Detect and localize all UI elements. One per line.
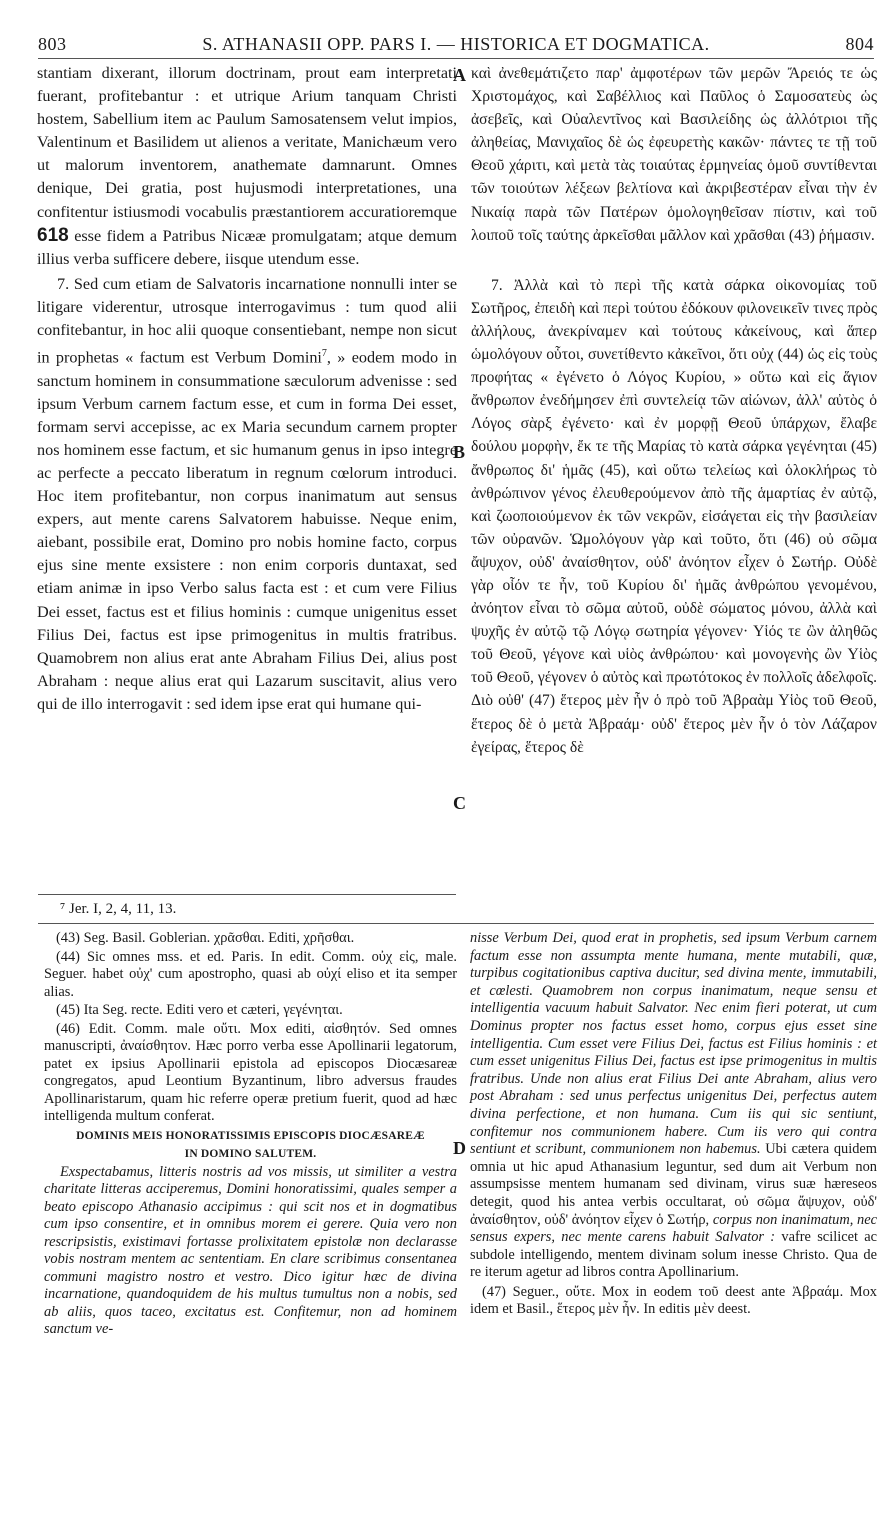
note-44: (44) Sic omnes mss. et ed. Paris. In edit. Comm. οὐχ εἰς, male. Seguer. habet οὐχ' cum apostropho, quasi ab οὐχί eliso et ita semper alias. [44,948,457,1000]
scripture-footnote: ⁷ Jer. I, 2, 4, 11, 13. [60,901,177,917]
notes-left-column [44,930,457,1340]
letter-continuation: nisse Verbum Dei, quod erat in prophetis, sed ipsum Verbum carnem factum esse non assumpta mente humana, mente mutabili, quæ, turpibus cogitationibus captiva ducitur, sed divina mente, immutabili, et cœlesti. Quamobrem non corpus inanimatum, neque sensu et intelligentia vacuum habuit Salvator. Nec enim fieri poterat, ut cum Dominus propter nos factus esset homo, corpus ejus esset sine intelligentia. Cum esset vere Filius Dei, factus est Filius hominis : et cum esset unigenitus Filius Dei, factus est ipse primogenitus in multis fratribus. Unde non alius erat Filius Dei ante Abraham, alius vero post Abraham : sed unus perfectus unigenitus Dei, perfectus autem divina perfectione, et non humana. Cum iis qui sic sentiunt, confitemur nos communionem habere. Cum iis vero qui contra sentiunt et scribunt, communionem non habemus. Ubi cætera quidem omnia ut hic apud Athanasium leguntur, sed dum ait Verbum non assumpsisse mentem humanam sed divinam, virus suæ hæreseos detegit, quod his antea verbis occultarat, οὐ σῶμα ἄψυχον, οὐδ' ἀναίσθητον, οὐδ' ἀνόητον εἶχεν ὁ Σωτήρ, corpus non inanimatum, nec sensus expers, nec mente carens habuit Salvator : vafre scilicet ac subdole intelligendo, mentem divinam solum inesse Christo. Qua de re iterum agetur ad libros contra Apollinarium. [470,930,878,1281]
section-marker-c: C [453,793,466,813]
greek-paragraph-1: καὶ ἀνεθεμάτιζετο παρ' ἀμφοτέρων τῶν μερῶν Ἄρειός τε ὡς Χριστομάχος, καὶ Σαβέλλιος καὶ Παῦλος ὁ Σαμοσατεὺς ὡς ἀσεβεῖς, καὶ Οὐαλεντῖνος καὶ Βασιλείδης ὡς ἀλλότριοι τῆς ἀληθείας, Μανιχαῖος δὲ ὡς ἐφευρετὴς κακῶν· πάντες τε τῇ τοῦ Θεοῦ χάριτι, καὶ μετὰ τὰς τοιαύτας ἑρμηνείας ὁμοῦ συντίθενται τῶν τοιούτων λέξεων βελτίονα καὶ ἀκριβεστέραν εἶναι τὴν ἐν Νικαίᾳ παρὰ τῶν Πατέρων ὁμολογηθεῖσαν πίστιν, καὶ τοῦ λοιποῦ τοῖς ταύτης ἀρκεῖσθαι μᾶλλον καὶ χρᾶσθαι (43) ῥήμασιν. [471,65,877,244]
note-43: (43) Seg. Basil. Goblerian. χρᾶσθαι. Editi, χρῆσθαι. [56,930,355,946]
apollinarius-letter: Exspectabamus, litteris nostris ad vos missis, ut similiter a vestra charitate litteras acciperemus, Domini honoratissimi, quales semper a beato episcopo Athanasio accipimus : qui scit nos et in dogmatibus cum ipso consentire, et in omnibus morem ei gerere. Quia vero non rescripsistis, existimavi fortasse prolixitatem epistolæ non declarasse vobis nostram mentem ac sententiam. En clare scribimus consentanea communi magistro nostro et vestro. Dico igitur hæc de divina incarnatione, quandoquidem de his multus tumultus non a nobis, sed ab aliis, quos taceo, excitatus est. Confitemur, non ad hominem sanctum ve- [44,1163,457,1337]
running-title: S. ATHANASII OPP. PARS I. — HISTORICA ET DOGMATICA. [202,34,710,54]
latin-paragraph-1: stantiam dixerant, illorum doctrinam, prout eam interpretati fuerant, profitebantur : et utrique Arium tanquam Christi hostem, Sabellium item ac Paulum Samosatensem velut impios, Valentinum et Basilidem ut alienos a veritate, Manichæum vero ut malorum inventorem, anathemate damnarunt. Omnes denique, Dei gratia, post hujusmodi interpretationes, una confitentur istiusmodi vocabulis præstantiorem accuratioremque 618 esse fidem a Patribus Nicææ promulgatam; atque demum illius verba sufficere debere, iisque utendum esse. [37,64,457,268]
header-rule [38,58,874,59]
margin-number-618: 618 [37,224,69,246]
section-marker-d: D [453,1138,466,1158]
greek-paragraph-7: 7. Ἀλλὰ καὶ τὸ περὶ τῆς κατὰ σάρκα οἰκονομίας τοῦ Σωτῆρος, ἐπειδὴ καὶ περὶ τούτου ἐδόκουν φιλονεικεῖν τινες πρὸς ἀλλήλους, ἀνεκρίναμεν καὶ τούτους κἀκείνους, καὶ ἅπερ ὡμολόγουν οὗτοι, συνετίθεντο κἀκεῖνοι, ὅτι οὐχ (44) ὡς εἰς τοὺς προφήτας « ἐγένετο ὁ Λόγος Κυρίου, » οὕτω καὶ εἰς ἅγιον ἄνθρωπον ἐνεδήμησεν ἐπὶ συντελείᾳ τῶν αἰώνων, ἀλλ' αὐτὸς ὁ Λόγος σὰρξ ἐγένετο· καὶ ἐν μορφῇ Θεοῦ ὑπάρχων, ἔλαβε δούλου μορφὴν, ἔκ τε τῆς Μαρίας τὸ κατὰ σάρκα γεγένηται (45) ἄνθρωπος δι' ἡμᾶς (45), καὶ οὕτω τελείως καὶ ὁλοκλήρως τὸ ἀνθρώπινον γένος ἐλευθερούμενον ἀπὸ τῆς ἁμαρτίας ἐν αὐτῷ, καὶ ζωοποιούμενον ἐκ τῶν νεκρῶν, εἰσάγεται εἰς τὴν βασιλείαν τῶν οὐρανῶν. Ὡμολόγουν γὰρ καὶ τοῦτο, ὅτι (46) οὐ σῶμα ἄψυχον, οὐδ' ἀναίσθητον, οὐδ' ἀνόητον εἶχεν ὁ Σωτήρ. Οὐδὲ γὰρ οἷόν τε ἦν, τοῦ Κυρίου δι' ἡμᾶς ἀνθρώπου γενομένου, ἀνόητον εἶναι τὸ σῶμα αὐτοῦ, οὐδὲ σώματος μόνου, ἀλλὰ καὶ ψυχῆς ἐν αὐτῷ τῷ Λόγῳ σωτηρία γέγονεν· Υἱός τε ὢν ἀληθῶς τοῦ Θεοῦ, γέγονε καὶ υἱὸς ἀνθρώπου· καὶ μονογενὴς ὢν Υἱὸς τοῦ Θεοῦ, γέγονεν ὁ αὐτὸς καὶ πρωτότοκος ἐν πολλοῖς ἀδελφοῖς. Διὸ οὐθ' (47) ἕτερος μὲν ἦν ὁ πρὸ τοῦ Ἀβραὰμ Υἱὸς τοῦ Θεοῦ, ἕτερος δὲ ὁ μετὰ Ἀβραάμ· οὐδ' ἕτερος μὲν ἦν ὁ τὸν Λάζαρον ἐγείρας, ἕτερος δὲ [471,276,877,756]
dedication-line-2: IN DOMINO SALUTEM. [184,1147,317,1160]
notes-right-column [470,930,877,1319]
footnote-ref-7[interactable]: 7 [321,348,327,360]
page-number-right: 804 [845,34,874,54]
section-marker-b: B [453,442,466,462]
note-46: (46) Edit. Comm. male οὔτι. Mox editi, αἰσθητόν. Sed omnes manuscripti, ἀναίσθητον. Hæc porro verba esse Apollinarii legatorum, patet ex ipsius Apollinarii epistola ad episcopos Diocæsareæ congregatos, apud Leontium Byzantinum, libro adversus fraudes Apollinaristarum, quam hic referre operæ pretium fuerit, quod ad hæc intelligenda multum conferat. [44,1020,457,1124]
page-number-left: 803 [38,34,67,54]
page-header [38,34,874,56]
dedication-line-1: DOMINIS MEIS HONORATISSIMIS EPISCOPIS DIOCÆSAREÆ [76,1129,425,1142]
latin-column [37,62,457,716]
notes-rule [38,923,874,924]
greek-column [471,62,877,759]
note-45: (45) Ita Seg. recte. Editi vero et cæteri, γεγένηται. [56,1002,343,1018]
section-marker-a: A [453,65,466,85]
note-47: (47) Seguer., οὔτε. Mox in eodem τοῦ deest ante Ἀβραάμ. Mox idem et Basil., ἕτερος μὲν ἦν. In editis μὲν deest. [470,1283,877,1318]
latin-paragraph-7: 7. Sed cum etiam de Salvatoris incarnatione nonnulli inter se litigare viderentur, utrosque interrogavimus : tum quod alii confitebantur, in hoc alii quoque consentiebant, nempe non sicut in prophetas « factum est Verbum Domini$^7$, » eodem modo in sanctum hominem in consummatione sæculorum advenisse : sed ipsum Verbum carnem factum esse, et cum in forma Dei esset, formam servi accepisse, ac ex Maria secundum carnem propter nos hominem esse factum, et sic humanum genus in ipso integre ac perfecte a peccato liberatum in regnum cœlorum introduci. Hoc item profitebantur, non corpus inanimatum aut sensus expers, aut mente carens Salvatorem habuisse. Neque enim, aiebant, possibile erat, Domino pro nobis homine facto, corpus ejus sine mente exsistere : non enim corporis duntaxat, sed etiam animæ in ipso Verbo salus facta est : et cum vere Filius Dei esset, factus est et filius hominis : cumque unigenitus esset Filius Dei, factus est ipse primogenitus in multis fratribus. Quamobrem non alius erat ante Abraham Filius Dei, alius post Abraham : neque alius erat qui Lazarum suscitavit, alius vero qui de illo interrogavit : sed idem ipse erat qui humane qui- [37,274,457,713]
text-bottom-rule-left [38,894,456,895]
